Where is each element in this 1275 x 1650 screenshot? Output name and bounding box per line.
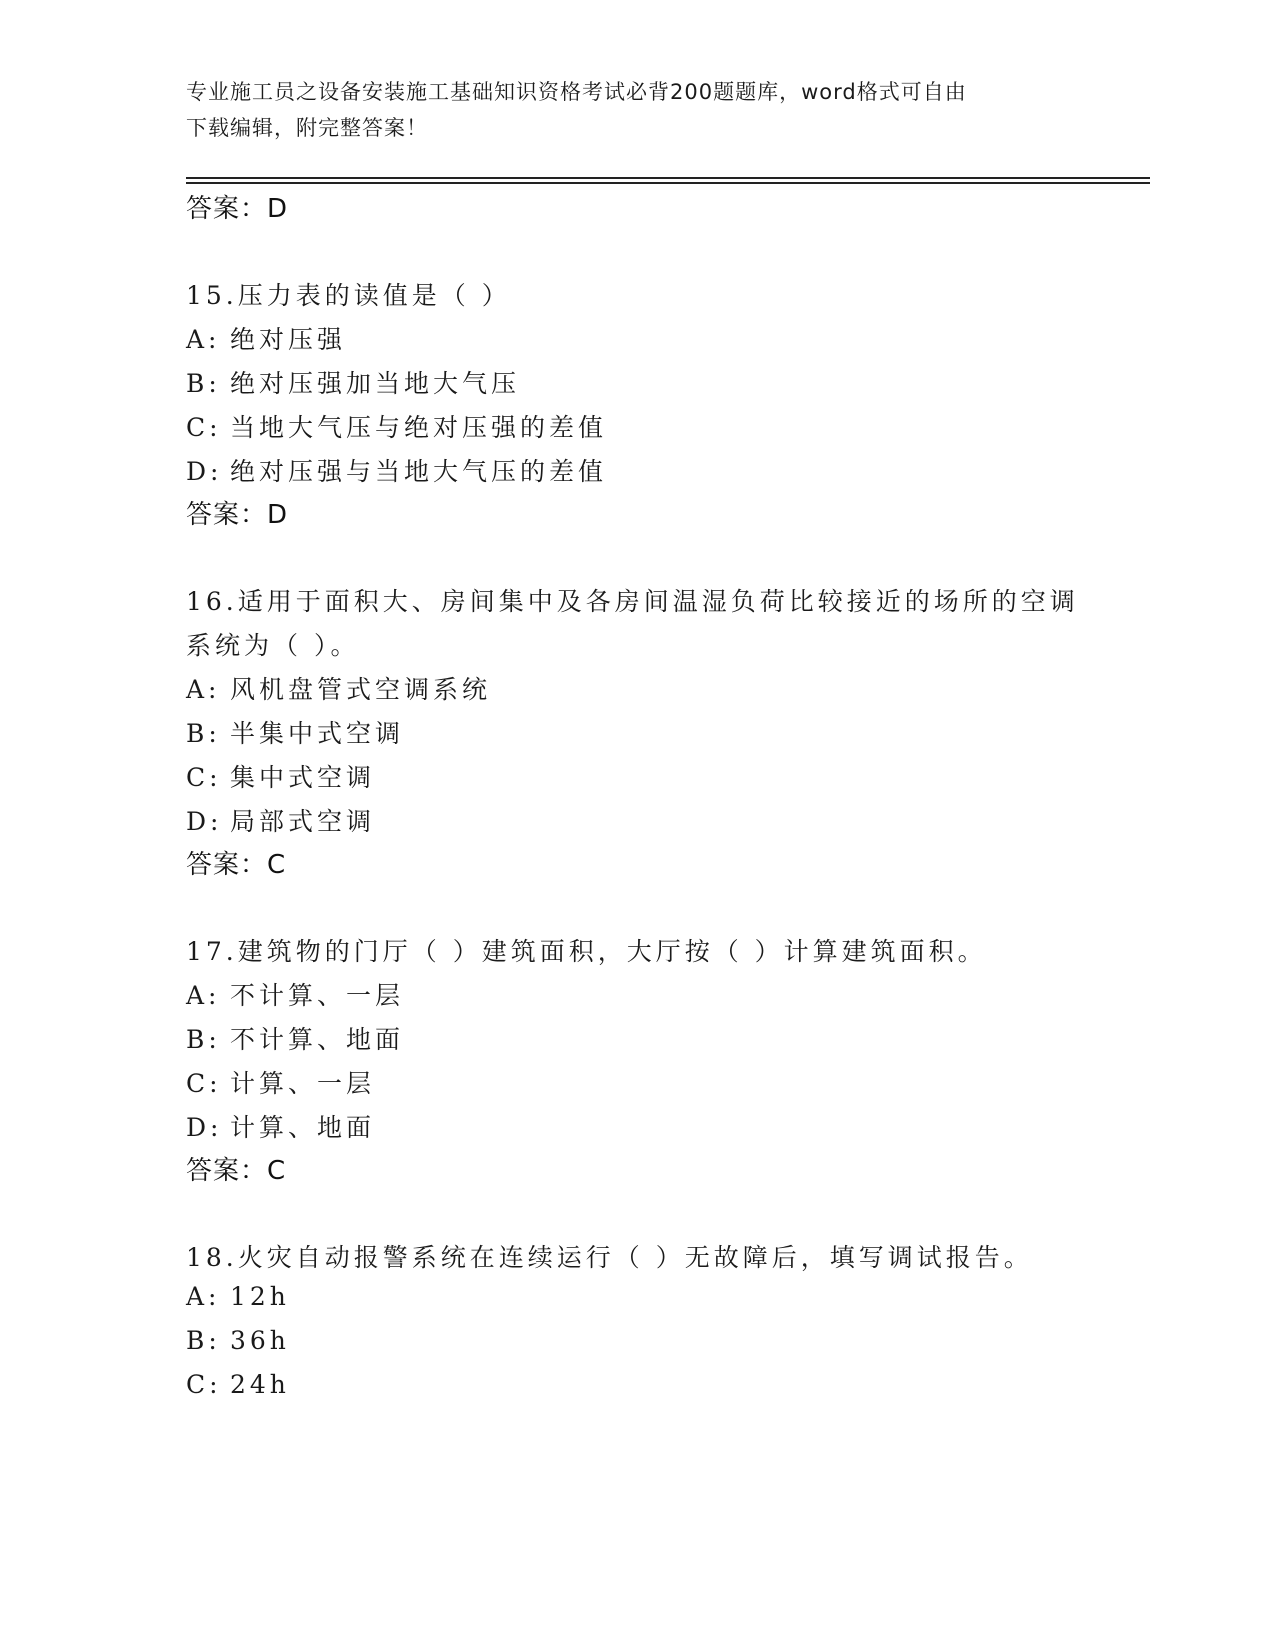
question-18-option-b — [186, 1326, 290, 1355]
option-letter: D: — [186, 807, 223, 836]
question-16-option-c — [186, 758, 375, 794]
header-divider-top — [186, 177, 1150, 179]
option-letter: B: — [186, 1025, 221, 1054]
option-text: 12h — [230, 1282, 290, 1311]
option-letter: C: — [186, 1069, 222, 1098]
option-letter: D: — [186, 457, 223, 486]
previous-answer: 答案：D — [186, 194, 289, 224]
option-letter: A: — [186, 325, 221, 354]
option-text: 绝对压强 — [230, 325, 347, 354]
question-18-stem: 18.火灾自动报警系统在连续运行（ ）无故障后，填写调试报告。 — [186, 1243, 1033, 1272]
header-line-2: 下载编辑，附完整答案！ — [186, 116, 428, 140]
option-letter: B: — [186, 1326, 221, 1355]
question-16-answer: 答案：C — [186, 850, 287, 880]
document-header — [186, 74, 1066, 146]
question-15-option-b — [186, 364, 520, 400]
option-text: 半集中式空调 — [230, 719, 405, 748]
question-15-stem: 15.压力表的读值是（ ） — [186, 281, 511, 310]
option-text: 不计算、地面 — [230, 1025, 405, 1054]
question-16-option-b — [186, 714, 404, 750]
option-text: 当地大气压与绝对压强的差值 — [230, 413, 608, 442]
question-17-stem: 17.建筑物的门厅（ ）建筑面积，大厅按（ ）计算建筑面积。 — [186, 937, 987, 966]
question-16-stem-line-1: 16.适用于面积大、房间集中及各房间温湿负荷比较接近的场所的空调 — [186, 587, 1079, 616]
question-15-option-c — [186, 408, 607, 444]
question-17-option-c — [186, 1064, 375, 1100]
option-text: 集中式空调 — [230, 763, 376, 792]
header-line-1: 专业施工员之设备安装施工基础知识资格考试必背200题题库，word格式可自由 — [186, 80, 967, 104]
option-text: 绝对压强与当地大气压的差值 — [230, 457, 608, 486]
question-16-stem-line-2: 系统为（ ）。 — [186, 631, 360, 660]
option-letter: D: — [186, 1113, 223, 1142]
question-17-option-b — [186, 1020, 404, 1056]
option-letter: C: — [186, 1370, 222, 1399]
question-15-answer: 答案：D — [186, 500, 289, 530]
question-18-option-c — [186, 1370, 290, 1399]
option-letter: C: — [186, 413, 222, 442]
option-text: 计算、一层 — [230, 1069, 376, 1098]
option-text: 24h — [230, 1370, 290, 1399]
option-text: 风机盘管式空调系统 — [230, 675, 492, 704]
question-17-option-a — [186, 976, 404, 1012]
option-text: 局部式空调 — [230, 807, 376, 836]
header-divider-bottom — [186, 182, 1150, 184]
option-letter: A: — [186, 981, 221, 1010]
question-15-option-a — [186, 320, 346, 356]
option-letter: A: — [186, 675, 221, 704]
question-16-option-d — [186, 802, 375, 838]
option-text: 计算、地面 — [230, 1113, 376, 1142]
question-17-answer: 答案：C — [186, 1156, 287, 1186]
option-text: 不计算、一层 — [230, 981, 405, 1010]
option-text: 36h — [230, 1326, 290, 1355]
question-15-option-d — [186, 452, 607, 488]
option-text: 绝对压强加当地大气压 — [230, 369, 521, 398]
question-16-option-a — [186, 670, 491, 706]
option-letter: B: — [186, 369, 221, 398]
question-18-option-a — [186, 1282, 290, 1311]
option-letter: A: — [186, 1282, 221, 1311]
option-letter: B: — [186, 719, 221, 748]
question-17-option-d — [186, 1108, 375, 1144]
option-letter: C: — [186, 763, 222, 792]
